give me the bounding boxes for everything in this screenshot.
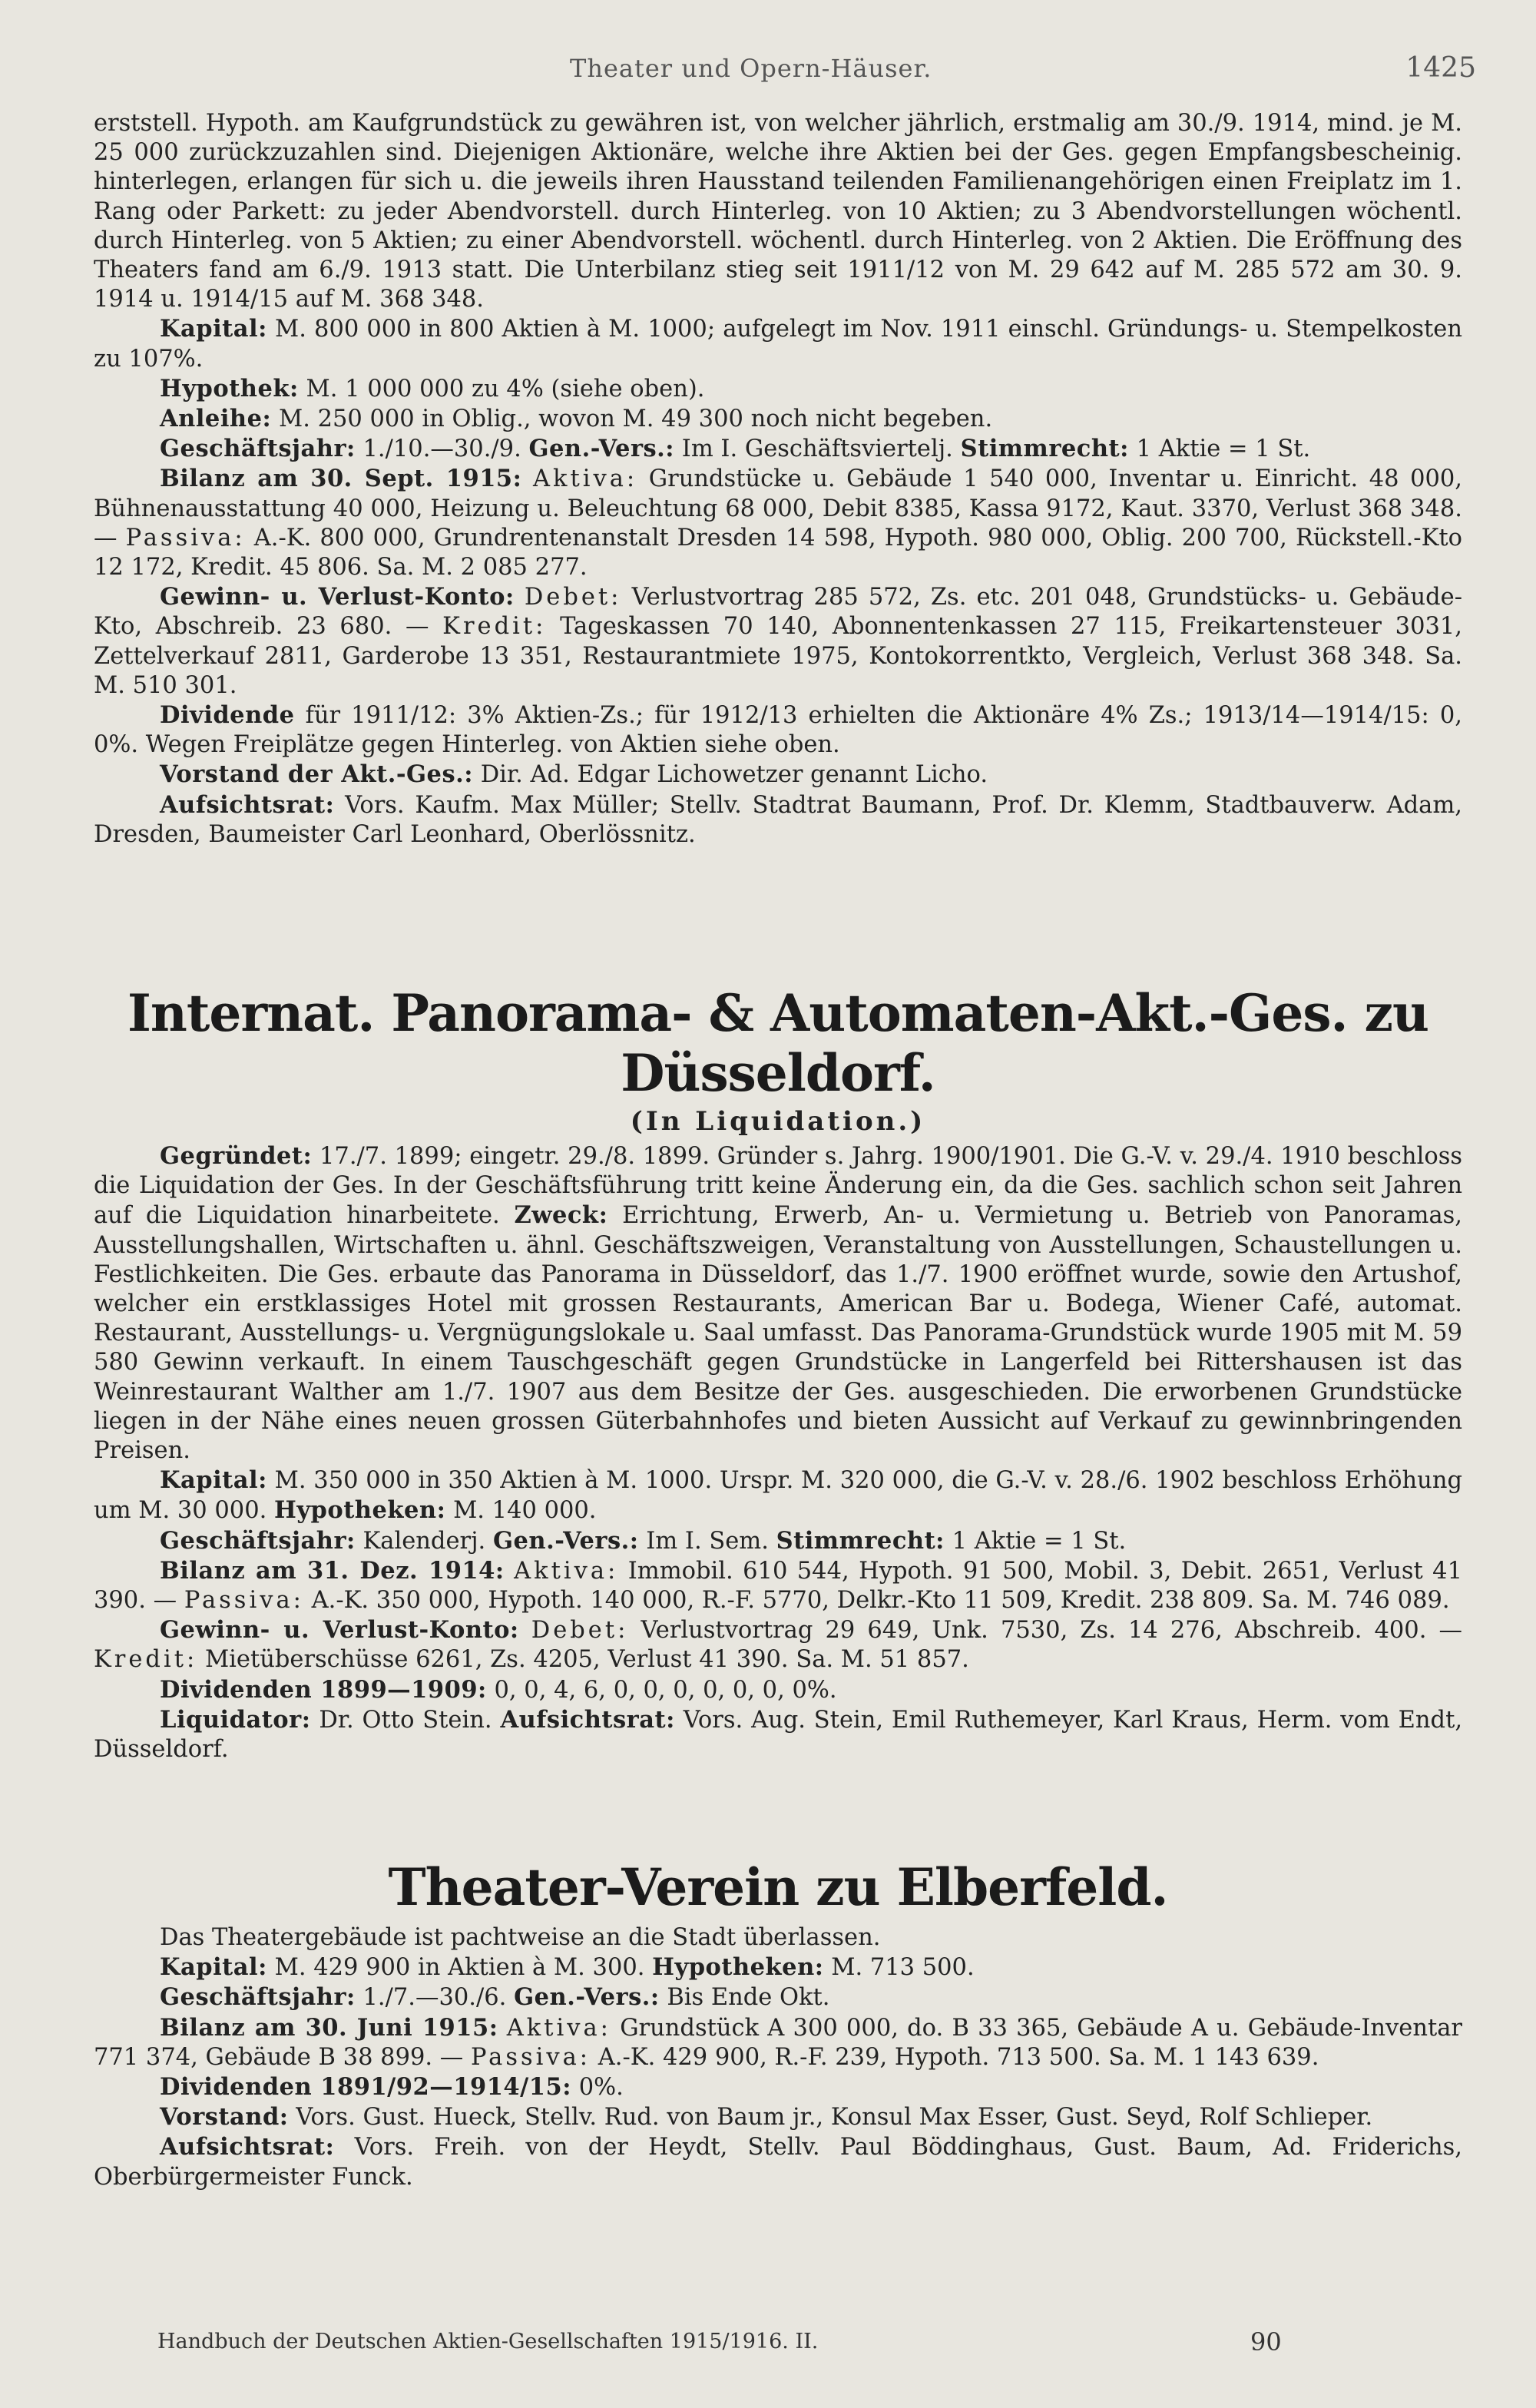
dividenden-text: 0, 0, 4, 6, 0, 0, 0, 0, 0, 0, 0%. (494, 1676, 837, 1704)
section-continuation (94, 109, 1462, 850)
kapital-entry (94, 314, 1462, 373)
guv-label: Gewinn- u. Verlust-Konto: (160, 1616, 519, 1645)
geschaeftsjahr-label: Geschäftsjahr: (160, 435, 356, 463)
geschaeftsjahr-label: Geschäftsjahr: (160, 1983, 356, 2012)
gen-vers-label: Gen.-Vers.: (514, 1983, 660, 2012)
geschaeftsjahr-text: Kalenderj. (362, 1527, 486, 1555)
geschaeftsjahr-label: Geschäftsjahr: (160, 1526, 356, 1555)
company-title: Internat. Panorama- & Automaten-Akt.-Ges. zu Düsseldorf. (127, 983, 1428, 1103)
footer-sheet-number: 90 (1250, 2327, 1282, 2357)
aufsichtsrat-label: Aufsichtsrat: (160, 2133, 335, 2161)
aufsichtsrat-entry (94, 2132, 1462, 2191)
passiva-label: Passiva: (470, 2043, 591, 2071)
debet-label: Debet: (531, 1617, 629, 1645)
bilanz-passiva: A.-K. 800 000, Grundrentenanstalt Dresden 14 598, Hypoth. 980 000, Oblig. 200 700, Rückstell.-Kto 12 172, Kredit. 45 806. Sa. M. 2 085 277. (94, 524, 1462, 581)
intro-text: Das Theatergebäude ist pachtweise an die Stadt überlassen. (160, 1924, 881, 1951)
bilanz-entry (94, 2013, 1462, 2072)
hypotheken-label: Hypotheken: (652, 1953, 824, 1982)
aktiva-label: Aktiva: (514, 1557, 619, 1585)
section-panorama (94, 983, 1462, 1764)
geschaeftsjahr-text: 1./10.—30./9. (362, 436, 521, 463)
gen-vers-text: Im I. Sem. (646, 1527, 769, 1555)
gen-vers-text: Im I. Geschäftsviertelj. (681, 436, 953, 463)
bilanz-label: Bilanz am 30. Sept. 1915: (160, 465, 522, 493)
stimmrecht-text: 1 Aktie = 1 St. (1136, 436, 1311, 463)
aufsichtsrat-label: Aufsichtsrat: (160, 790, 335, 819)
aufsichtsrat-text: Vors. Freih. von der Heydt, Stellv. Paul Böddinghaus, Gust. Baum, Ad. Friderichs, Oberbürgermeister Funck. (94, 2134, 1462, 2191)
company-title: Theater-Verein zu Elberfeld. (388, 1857, 1168, 1917)
kapital-text: M. 429 900 in Aktien à M. 300. (274, 1954, 645, 1982)
geschaeftsjahr-entry (94, 1982, 1462, 2012)
guv-entry (94, 1615, 1462, 1674)
zweck-text: Errichtung, Erwerb, An- u. Vermietung u. Betrieb von Panoramas, Ausstellungshallen, Wirtschaften u. ähnl. Geschäftszweigen, Veranstaltung von Ausstellungen, Schaustellungen u. Festlichkeiten. Die Ges. erbaute das Panorama in Düsseldorf, das 1./7. 1900 eröffnet wurde, sowie den Artushof, welcher ein erstklassiges Hotel mit grossen Restaurants, American Bar u. Bodega, Wiener Café, automat. Restaurant, Ausstellungs- u. Vergnügungslokale u. Saal umfasst. Das Panorama-Grundstück wurde 1905 mit M. 59 580 Gewinn verkauft. In einem Tauschgeschäft gegen Grundstücke in Langerfeld bei Rittershausen ist das Weinrestaurant Walther am 1./7. 1907 aus dem Besitze der Ges. ausgeschieden. Die erworbenen Grundstücke liegen in der Nähe eines neuen grossen Güterbahnhofes und bieten Aussicht auf Verkauf zu gewinnbringenden Preisen. (94, 1202, 1463, 1465)
dividende-text: für 1911/12: 3% Aktien-Zs.; für 1912/13 erhielten die Aktionäre 4% Zs.; 1913/14—1914/15: 0, 0%. Wegen Freiplätze gegen Hinterleg. von Aktien siehe oben. (94, 702, 1462, 759)
gen-vers-text: Bis Ende Okt. (667, 1984, 830, 2012)
dividenden-entry (94, 2072, 1462, 2102)
guv-debet: Verlustvortrag 29 649, Unk. 7530, Zs. 14 276, Abschreib. 400. — (641, 1617, 1462, 1645)
hypotheken-text: M. 713 500. (831, 1954, 975, 1982)
guv-debet: Verlustvortrag 285 572, Zs. etc. 201 048, Grundstücks- u. Gebäude-Kto, Abschreib. 23 680. — (94, 584, 1463, 641)
bilanz-entry (94, 1556, 1462, 1615)
stimmrecht-label: Stimmrecht: (776, 1526, 945, 1555)
hypotheken-label: Hypotheken: (274, 1496, 446, 1525)
kredit-label: Kredit: (442, 613, 547, 641)
bilanz-label: Bilanz am 31. Dez. 1914: (160, 1556, 505, 1585)
passiva-label: Passiva: (125, 524, 246, 551)
kapital-text: M. 350 000 in 350 Aktien à M. 1000. Urspr. M. 320 000, die G.-V. v. 28./6. 1902 beschloss Erhöhung um M. 30 000. (94, 1467, 1462, 1525)
gen-vers-label: Gen.-Vers.: (528, 435, 675, 463)
aufsichtsrat-text: Vors. Aug. Stein, Emil Ruthemeyer, Karl Kraus, Herm. vom Endt, Düsseldorf. (94, 1706, 1463, 1764)
geschaeftsjahr-entry (94, 434, 1462, 464)
kapital-entry (94, 1953, 1462, 1982)
hypotheken-text: M. 140 000. (453, 1497, 597, 1525)
dividende-entry (94, 701, 1462, 760)
liquidator-entry (94, 1705, 1462, 1764)
bilanz-passiva: A.-K. 429 900, R.-F. 239, Hypoth. 713 500. Sa. M. 1 143 639. (598, 2043, 1319, 2071)
dividenden-text: 0%. (578, 2074, 624, 2102)
kapital-label: Kapital: (160, 1953, 267, 1982)
vorstand-label: Vorstand der Akt.-Ges.: (160, 760, 473, 789)
kapital-text: M. 800 000 in 800 Aktien à M. 1000; aufgelegt im Nov. 1911 einschl. Gründungs- u. Stempelkosten zu 107%. (94, 316, 1462, 373)
gegruendet-text: 17./7. 1899; eingetr. 29./8. 1899. Gründer s. Jahrg. 1900/1901. Die G.-V. v. 29./4. 1910 beschloss die Liquidation der Ges. In der Geschäftsführung tritt keine Änderung ein, da die Ges. sachlich schon seit Jahren auf die Liquidation hinarbeitete. (94, 1143, 1462, 1230)
aufsichtsrat-entry (94, 790, 1462, 850)
passiva-label: Passiva: (184, 1587, 304, 1615)
vorstand-entry (94, 760, 1462, 790)
bilanz-aktiva: Grundstücke u. Gebäude 1 540 000, Inventar u. Einricht. 48 000, Bühnenausstattung 40 000, Heizung u. Beleuchtung 68 000, Debit 8385, Kassa 9172, Kaut. 3370, Verlust 368 348. — (94, 465, 1462, 551)
anleihe-entry (94, 404, 1462, 434)
guv-entry (94, 582, 1462, 701)
aktiva-label: Aktiva: (532, 465, 638, 493)
footer-source: Handbuch der Deutschen Aktien-Gesellschaften 1915/1916. II. (157, 2330, 819, 2353)
geschaeftsjahr-entry (94, 1526, 1462, 1556)
aufsichtsrat-text: Vors. Kaufm. Max Müller; Stellv. Stadtrat Baumann, Prof. Dr. Klemm, Stadtbauverw. Adam, Dresden, Baumeister Carl Leonhard, Oberlössnitz. (94, 791, 1462, 848)
vorstand-text: Vors. Gust. Hueck, Stellv. Rud. von Baum jr., Konsul Max Esser, Gust. Seyd, Rolf Schlieper. (296, 2104, 1373, 2131)
vorstand-text: Dir. Ad. Edgar Lichowetzer genannt Licho. (480, 761, 988, 789)
aufsichtsrat-label: Aufsichtsrat: (500, 1705, 675, 1734)
vorstand-entry (94, 2102, 1462, 2132)
anleihe-label: Anleihe: (160, 405, 272, 433)
running-header-title: Theater und Opern-Häuser. (570, 54, 932, 83)
geschaeftsjahr-text: 1./7.—30./6. (362, 1984, 507, 2012)
vorstand-label: Vorstand: (160, 2103, 289, 2131)
liquidator-text: Dr. Otto Stein. (319, 1706, 492, 1734)
bilanz-aktiva: Grundstück A 300 000, do. B 33 365, Gebäude A u. Gebäude-Inventar 771 374, Gebäude B 38 899. — (94, 2014, 1462, 2071)
hypothek-text: M. 1 000 000 zu 4% (siehe oben). (306, 375, 705, 402)
kapital-label: Kapital: (160, 315, 267, 343)
dividenden-entry (94, 1675, 1462, 1705)
hypothek-label: Hypothek: (160, 374, 299, 402)
guv-kredit: Tageskassen 70 140, Abonnentenkassen 27 115, Freikartensteuer 3031, Zettelverkauf 2811, Garderobe 13 351, Restaurantmiete 1975, Kontokorrentkto, Vergleich, Verlust 368 348. Sa. M. 510 301. (94, 613, 1462, 699)
bilanz-aktiva: Immobil. 610 544, Hypoth. 91 500, Mobil. 3, Debit. 2651, Verlust 41 390. — (94, 1557, 1462, 1615)
continuation-paragraph: erststell. Hypoth. am Kaufgrundstück zu gewähren ist, von welcher jährlich, erstmalig am 30./9. 1914, mind. je M. 25 000 zurückzuzahlen sind. Diejenigen Aktionäre, welche ihre Aktien bei der Ges. gegen Empfangsbescheinig. hinterlegen, erlangen für sich u. die jeweils ihren Hausstand teilenden Familienangehörigen einen Freiplatz im 1. Rang oder Parkett: zu jeder Abendvorstell. durch Hinterleg. von 10 Aktien; zu 3 Abendvorstellungen wöchentl. durch Hinterleg. von 5 Aktien; zu einer Abendvorstell. wöchentl. durch Hinterleg. von 2 Aktien. Die Eröffnung des Theaters fand am 6./9. 1913 statt. Die Unterbilanz stieg seit 1911/12 von M. 29 642 auf M. 285 572 am 30. 9. 1914 u. 1914/15 auf M. 368 348. (94, 110, 1462, 313)
liquidator-label: Liquidator: (160, 1705, 311, 1734)
dividende-label: Dividende (160, 701, 295, 730)
dividenden-label: Dividenden 1899—1909: (160, 1675, 487, 1704)
gegruendet-label: Gegründet: (160, 1142, 313, 1170)
dividenden-label: Dividenden 1891/92—1914/15: (160, 2073, 571, 2102)
guv-label: Gewinn- u. Verlust-Konto: (160, 583, 515, 611)
bilanz-label: Bilanz am 30. Juni 1915: (160, 2013, 498, 2042)
zweck-label: Zweck: (514, 1201, 608, 1230)
guv-kredit: Mietüberschüsse 6261, Zs. 4205, Verlust 41 390. Sa. M. 51 857. (204, 1646, 969, 1674)
stimmrecht-label: Stimmrecht: (960, 435, 1129, 463)
stimmrecht-text: 1 Aktie = 1 St. (952, 1527, 1127, 1555)
anleihe-text: M. 250 000 in Oblig., wovon M. 49 300 noch nicht begeben. (278, 406, 993, 433)
bilanz-passiva: A.-K. 350 000, Hypoth. 140 000, R.-F. 5770, Delkr.-Kto 11 509, Kredit. 238 809. Sa. M. 746 089. (311, 1587, 1450, 1615)
gegruendet-entry (94, 1141, 1462, 1466)
hypothek-entry (94, 374, 1462, 404)
gen-vers-label: Gen.-Vers.: (492, 1526, 639, 1555)
page-number: 1425 (1405, 52, 1476, 84)
kredit-label: Kredit: (94, 1646, 198, 1674)
company-subtitle: (In Liquidation.) (630, 1106, 926, 1137)
kapital-entry (94, 1466, 1462, 1525)
section-theater-verein (94, 1857, 1462, 2192)
bilanz-entry (94, 464, 1462, 582)
kapital-label: Kapital: (160, 1466, 267, 1495)
aktiva-label: Aktiva: (506, 2014, 611, 2042)
debet-label: Debet: (524, 584, 622, 611)
